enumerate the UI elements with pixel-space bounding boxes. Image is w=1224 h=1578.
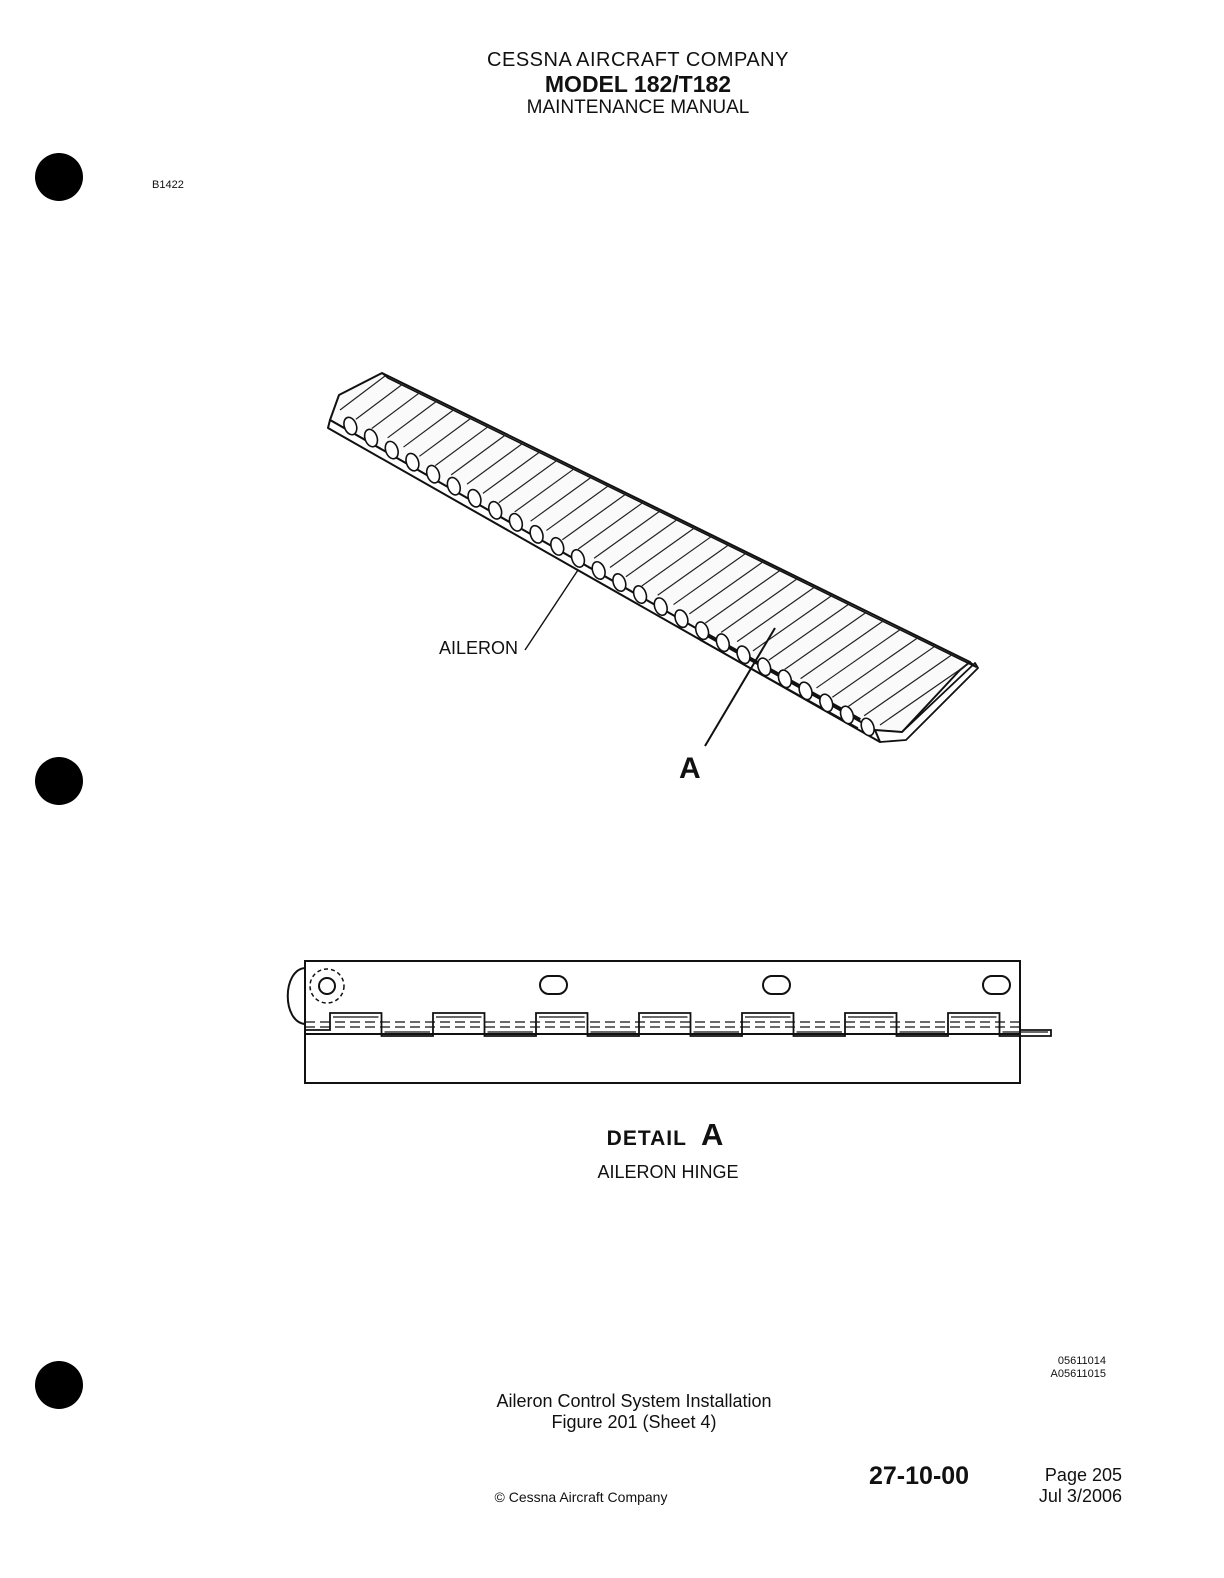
detail-letter: A xyxy=(700,1117,724,1152)
aileron-top-surface xyxy=(330,373,970,732)
detail-title xyxy=(0,1117,1224,1153)
aileron-label: AILERON xyxy=(439,638,519,658)
detail-a-callout: A xyxy=(679,752,701,785)
aileron-leader-line xyxy=(525,570,578,650)
figure-code: A05611015 xyxy=(1050,1368,1106,1380)
figure-caption xyxy=(0,1391,1224,1433)
figure-code: 05611014 xyxy=(1057,1355,1106,1367)
detail-word: DETAIL xyxy=(606,1127,687,1150)
page-number: Page 205 xyxy=(1044,1465,1122,1485)
header-manual-title: MAINTENANCE MANUAL xyxy=(526,97,750,118)
caption-figure-number: Figure 201 (Sheet 4) xyxy=(551,1412,717,1432)
header-company: CESSNA AIRCRAFT COMPANY xyxy=(487,49,789,71)
figure-codes xyxy=(1051,1355,1106,1381)
section-number: 27-10-00 xyxy=(869,1462,970,1490)
hinge-detail-drawing xyxy=(288,961,1051,1083)
caption-title: Aileron Control System Installation xyxy=(496,1391,772,1411)
detail-subtitle: AILERON HINGE xyxy=(597,1162,739,1182)
page-date: Jul 3/2006 xyxy=(1038,1486,1122,1506)
figure-id: B1422 xyxy=(152,179,184,191)
header-model: MODEL 182/T182 xyxy=(544,71,732,97)
copyright: © Cessna Aircraft Company xyxy=(494,1489,668,1505)
